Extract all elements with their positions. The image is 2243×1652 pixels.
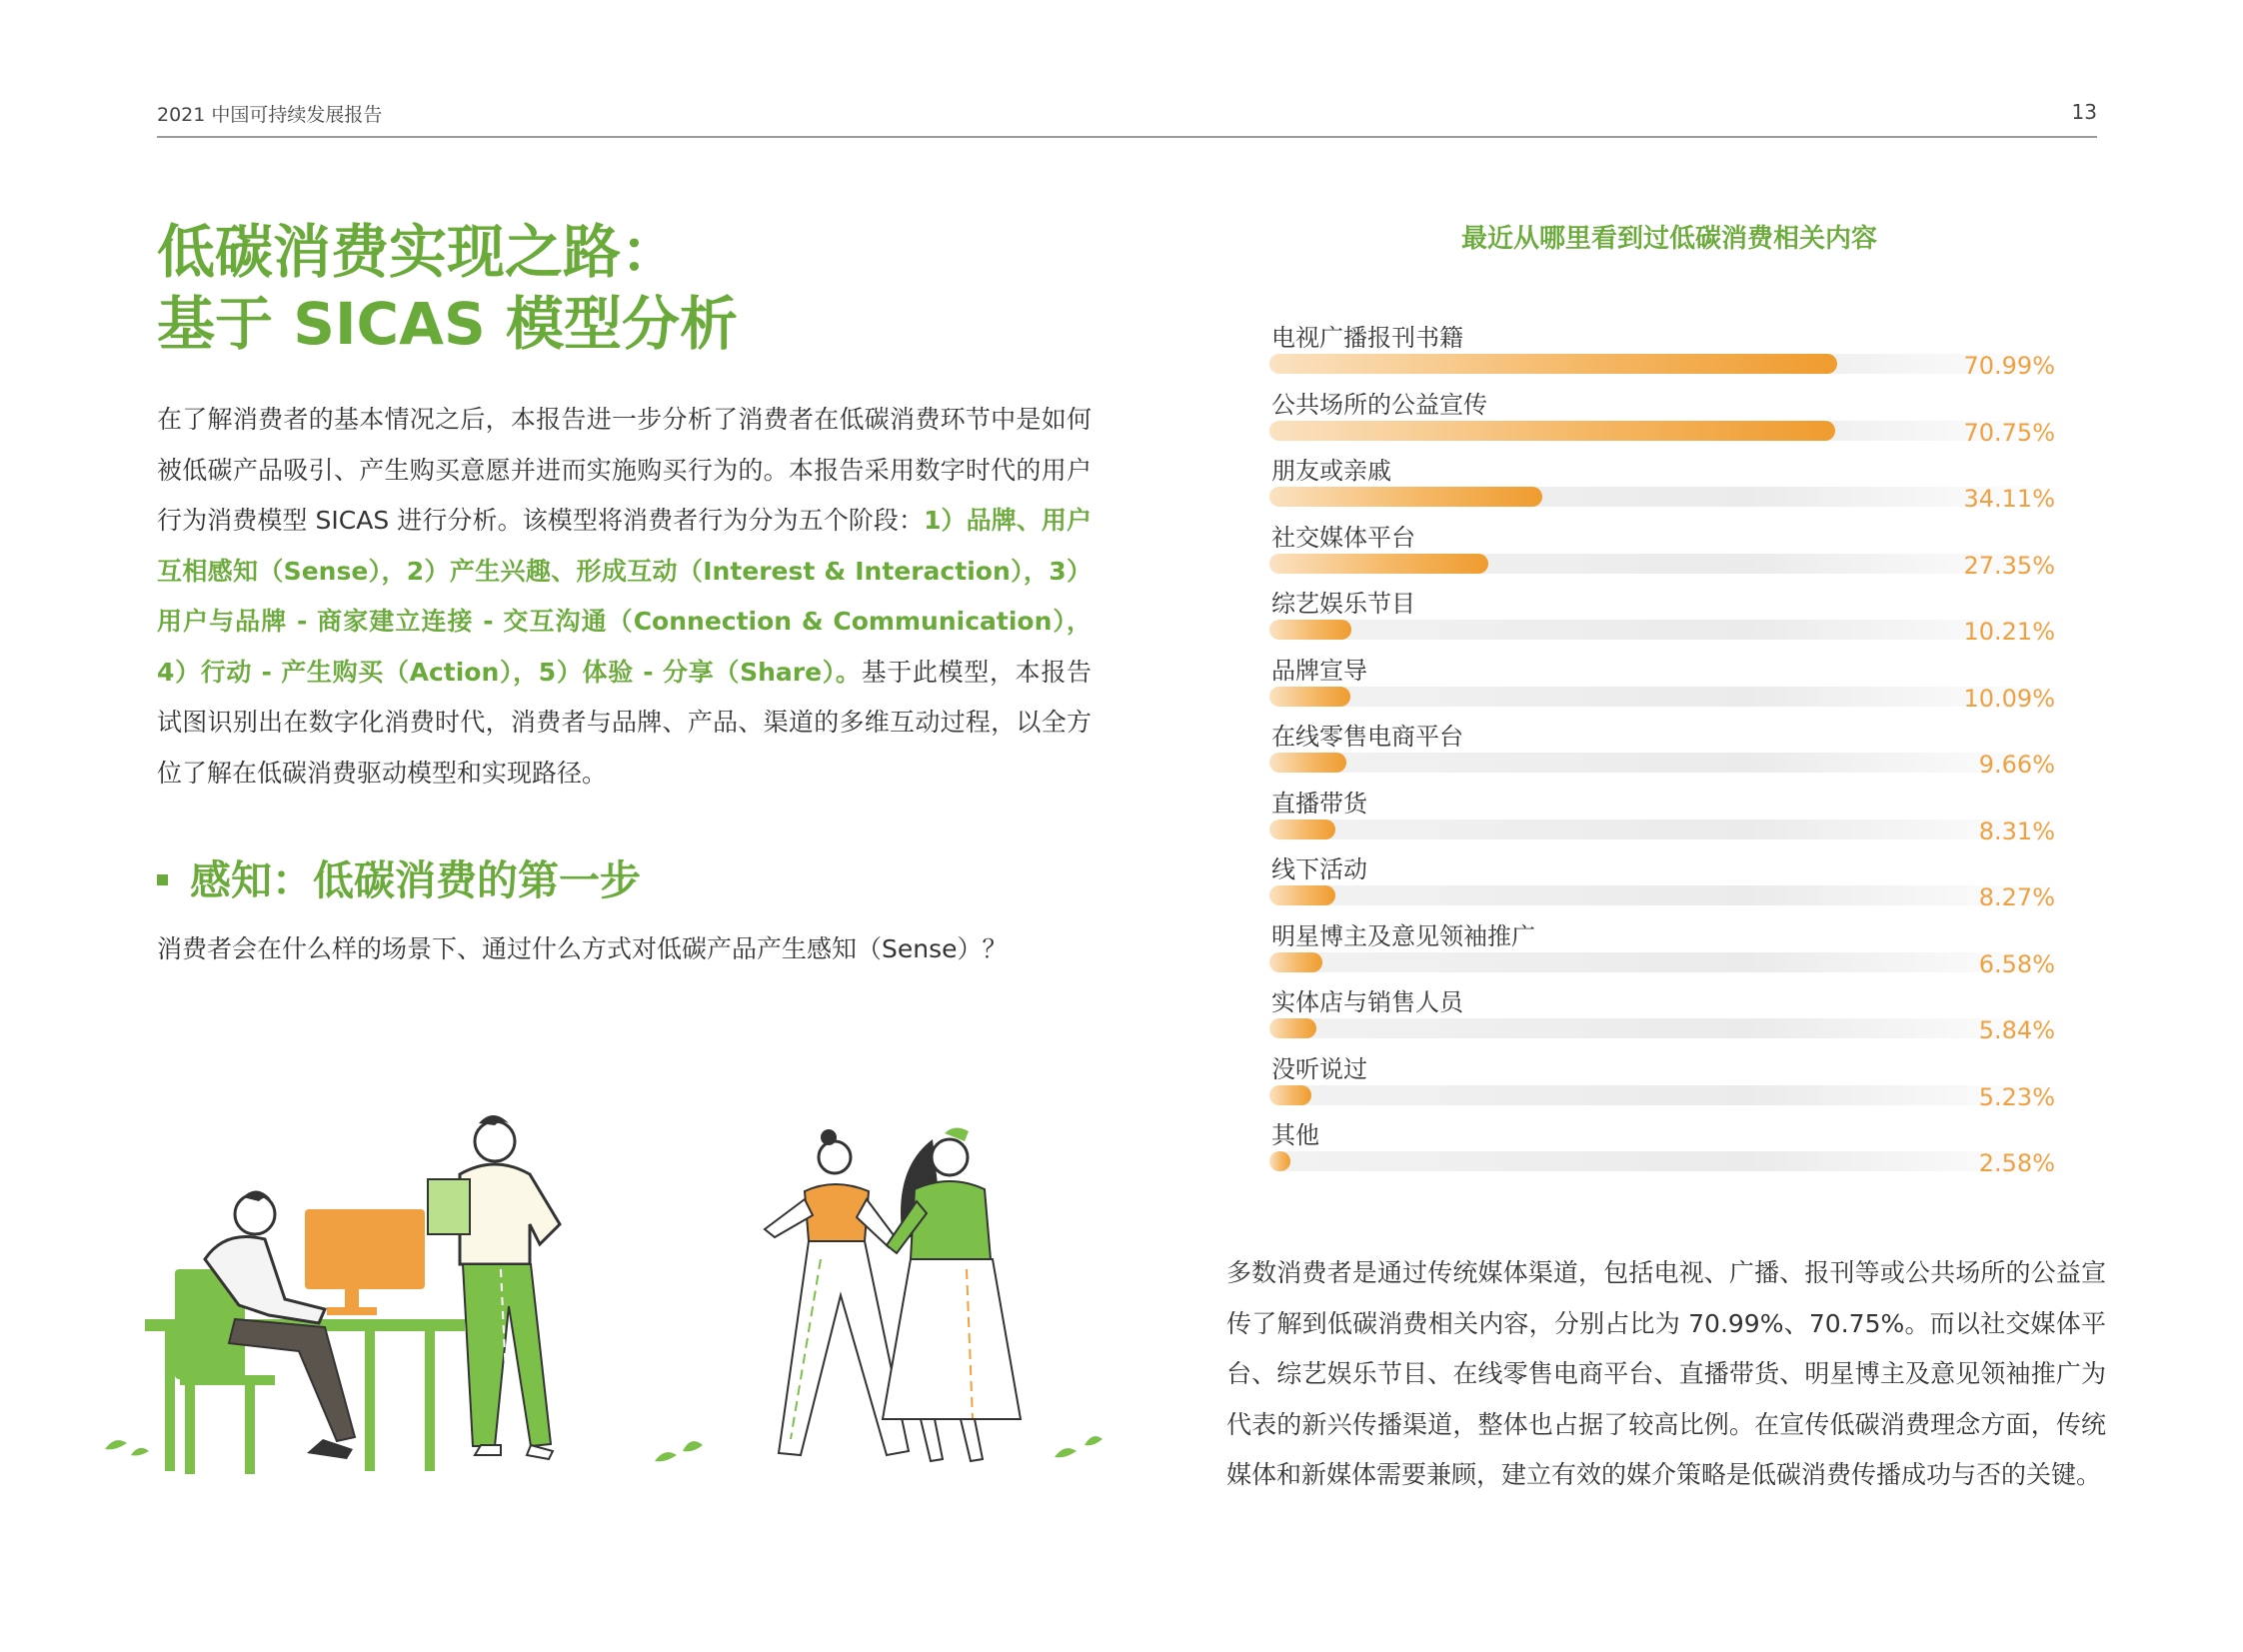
bar-category-label: 在线零售电商平台 bbox=[1271, 723, 1463, 751]
bar-category-label: 朋友或亲戚 bbox=[1271, 457, 1391, 485]
computer-monitor bbox=[305, 1209, 425, 1315]
page-title bbox=[157, 216, 1156, 360]
bar-track bbox=[1269, 620, 2069, 640]
bar-value-label: 70.75% bbox=[1963, 418, 2055, 447]
bar-row bbox=[1269, 651, 2069, 717]
bar-track bbox=[1269, 952, 2069, 972]
bar bbox=[1269, 885, 1335, 905]
intro-paragraph bbox=[157, 395, 1092, 799]
bar-category-label: 其他 bbox=[1271, 1121, 1319, 1149]
media-channel-bar-chart bbox=[1269, 318, 2069, 1197]
bar bbox=[1269, 620, 1351, 640]
bar bbox=[1269, 1085, 1311, 1105]
bar bbox=[1269, 687, 1350, 707]
bar bbox=[1269, 554, 1488, 574]
bar-row bbox=[1269, 584, 2069, 650]
bar-row bbox=[1269, 784, 2069, 849]
bar-track bbox=[1269, 753, 2069, 773]
page-title-line-2: 基于 SICAS 模型分析 bbox=[157, 290, 738, 358]
bar-value-label: 34.11% bbox=[1963, 485, 2055, 513]
bar-row bbox=[1269, 849, 2069, 915]
bar-value-label: 2.58% bbox=[1978, 1149, 2055, 1177]
bar-value-label: 27.35% bbox=[1963, 551, 2055, 580]
bar-row bbox=[1269, 451, 2069, 517]
bar-category-label: 实体店与销售人员 bbox=[1271, 988, 1463, 1016]
page-title-line-1: 低碳消费实现之路： bbox=[157, 218, 680, 286]
bar-row bbox=[1269, 385, 2069, 451]
intro-highlight: 1）品牌、用户互相感知（Sense），2）产生兴趣、形成互动（Interest & Interaction），3）用户与品牌 - 商家建立连接 - 交互沟通（Connection & Communication），4）行动 - 产生购买（Action），5）体验 - 分享（Share）。 bbox=[157, 506, 1092, 687]
bar-row bbox=[1269, 518, 2069, 584]
bar-row bbox=[1269, 717, 2069, 783]
bar-track bbox=[1269, 1018, 2069, 1038]
bar-category-label: 综艺娱乐节目 bbox=[1271, 590, 1415, 618]
bar-category-label: 公共场所的公益宣传 bbox=[1271, 390, 1487, 419]
bar-category-label: 电视广播报刊书籍 bbox=[1271, 324, 1463, 352]
bar-value-label: 10.09% bbox=[1963, 684, 2055, 713]
bullet-square-icon bbox=[157, 874, 168, 885]
bar bbox=[1269, 487, 1542, 507]
bar bbox=[1269, 1018, 1316, 1038]
section-heading-text: 感知：低碳消费的第一步 bbox=[190, 856, 641, 904]
bar-value-label: 70.99% bbox=[1963, 352, 2055, 380]
bar-track bbox=[1269, 1085, 2069, 1105]
walking-person-green-top bbox=[883, 1127, 1021, 1461]
bar-value-label: 8.27% bbox=[1978, 883, 2055, 911]
bar-value-label: 10.21% bbox=[1963, 618, 2055, 646]
intro-text-2: 基于此模型，本报告试图识别出在数字化消费时代，消费者与品牌、产品、渠道的多维互动过程，以全方位了解在低碳消费驱动模型和实现路径。 bbox=[157, 657, 1092, 788]
bar-row bbox=[1269, 318, 2069, 384]
bar-category-label: 品牌宣导 bbox=[1271, 656, 1367, 685]
bar-value-label: 8.31% bbox=[1978, 817, 2055, 845]
bar-track bbox=[1269, 1151, 2069, 1171]
bar-value-label: 5.84% bbox=[1978, 1016, 2055, 1044]
report-title: 2021 中国可持续发展报告 bbox=[157, 104, 383, 126]
header-divider bbox=[157, 136, 2097, 138]
bar-value-label: 9.66% bbox=[1978, 751, 2055, 779]
people-illustration bbox=[95, 1079, 1129, 1499]
intro-text-1: 在了解消费者的基本情况之后，本报告进一步分析了消费者在低碳消费环节中是如何被低碳产品吸引、产生购买意愿并进而实施购买行为的。本报告采用数字时代的用户行为消费模型 SICAS 进行分析。该模型将消费者行为分为五个阶段： bbox=[157, 405, 1092, 535]
bar bbox=[1269, 952, 1322, 972]
bar-track bbox=[1269, 885, 2069, 905]
bar-row bbox=[1269, 1049, 2069, 1115]
section-question: 消费者会在什么样的场景下、通过什么方式对低碳产品产生感知（Sense）？ bbox=[157, 934, 1008, 963]
bar bbox=[1269, 421, 1835, 441]
page-number: 13 bbox=[2071, 100, 2097, 124]
bar bbox=[1269, 1151, 1290, 1171]
bar-category-label: 明星博主及意见领袖推广 bbox=[1271, 921, 1535, 950]
bar-value-label: 5.23% bbox=[1978, 1082, 2055, 1111]
standing-person bbox=[428, 1115, 560, 1459]
chart-title: 最近从哪里看到过低碳消费相关内容 bbox=[1460, 224, 1877, 254]
section-heading bbox=[157, 847, 641, 906]
bar-category-label: 直播带货 bbox=[1271, 789, 1367, 818]
bar-track bbox=[1269, 687, 2069, 707]
bar-category-label: 线下活动 bbox=[1271, 855, 1367, 883]
bar bbox=[1269, 354, 1837, 374]
conclusion-paragraph: 多数消费者是通过传统媒体渠道，包括电视、广播、报刊等或公共场所的公益宣传了解到低碳消费相关内容，分别占比为 70.99%、70.75%。而以社交媒体平台、综艺娱乐节目、在线零售电商平台、直播带货、明星博主及意见领袖推广为代表的新兴传播渠道，整体也占据了较高比例。在宣传低碳消费理念方面，传统媒体和新媒体需要兼顾，建立有效的媒介策略是低碳消费传播成功与否的关键。 bbox=[1226, 1258, 2106, 1489]
bar-row bbox=[1269, 982, 2069, 1048]
bar bbox=[1269, 753, 1346, 773]
bar-row bbox=[1269, 1115, 2069, 1181]
bar-category-label: 没听说过 bbox=[1271, 1054, 1367, 1083]
bar bbox=[1269, 820, 1335, 839]
bar-track bbox=[1269, 820, 2069, 839]
bar-category-label: 社交媒体平台 bbox=[1271, 523, 1415, 552]
bar-row bbox=[1269, 916, 2069, 982]
bar-value-label: 6.58% bbox=[1978, 949, 2055, 978]
